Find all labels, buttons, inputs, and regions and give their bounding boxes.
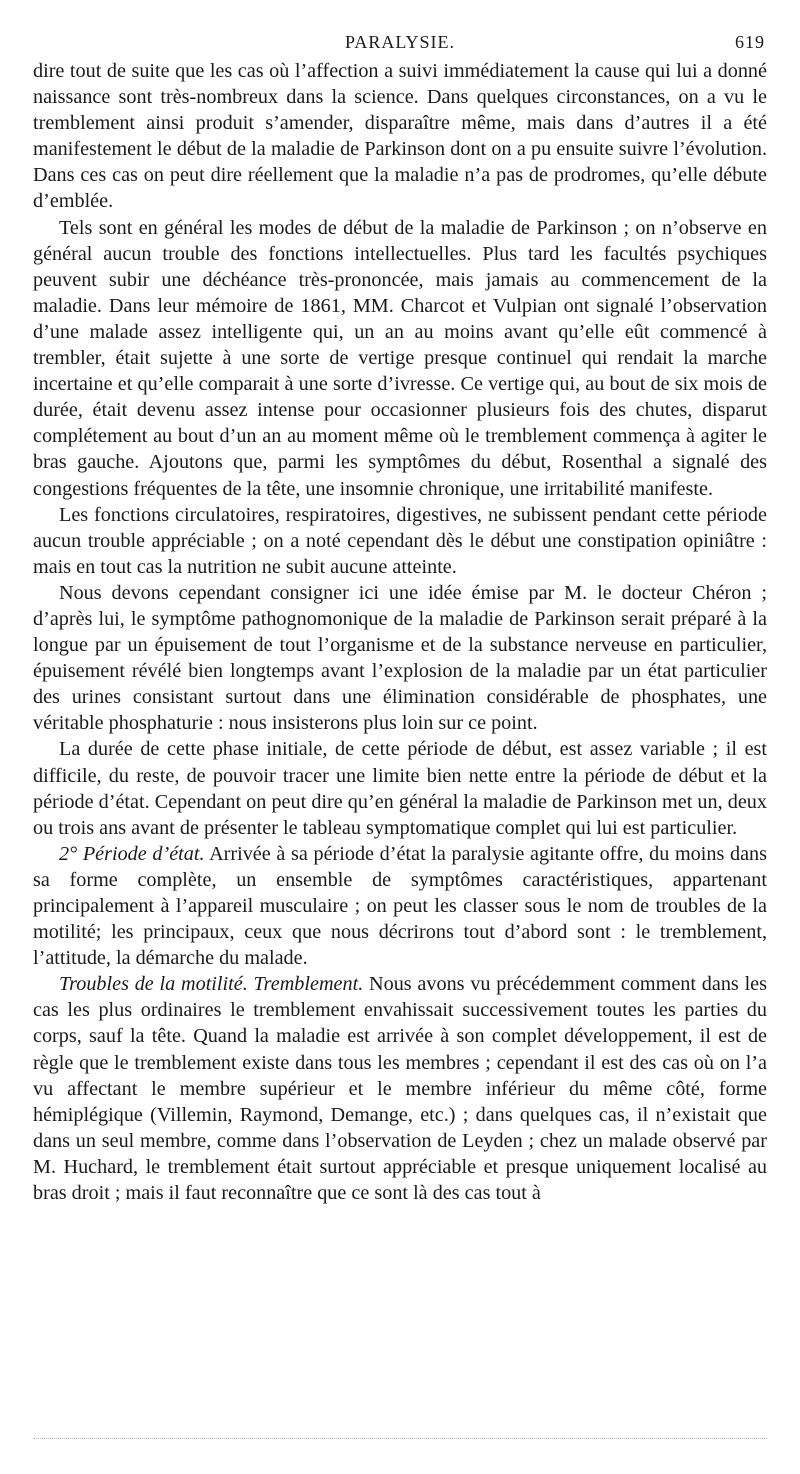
paragraph-7-text: Nous avons vu précédemment comment dans les cas les plus ordinaires le tremblement envahissait successivement toutes les parties du corps, sauf la tête. Quand la maladie est arrivée à son complet développement, il est de règle que le tremblement existe dans tous les membres ; cependant il est des cas où on l’a vu affectant le membre supérieur et le membre inférieur du même côté, forme hémiplégique (Villemin, Raymond, Demange, etc.) ; dans quelques cas, il n’existait que dans un seul membre, comme dans l’observation de Leyden ; chez un malade observé par M. Huchard, le tremblement était surtout appréciable et presque uniquement localisé au bras droit ; mais il faut reconnaître que ce sont là des cas tout à xyxy=(33,973,767,1205)
page-number: 619 xyxy=(735,32,765,52)
running-title: PARALYSIE. xyxy=(344,32,456,52)
paragraph-5: La durée de cette phase initiale, de cette période de début, est assez variable ; il est difficile, du reste, de pouvoir tracer une limite bien nette entre la période de début et la période d’état. Cependant on peut dire qu’en général la maladie de Parkinson met un, deux ou trois ans avant de présenter le tableau symptomatique complet qui lui est particulier. xyxy=(33,738,767,839)
paragraph-6-text: Arrivée à sa période d’état la paralysie agitante offre, du moins dans sa forme complète, un ensemble de symptômes caractéristiques, appartenant principalement à l’appareil musculaire ; on peut les classer sous le nom de troubles de la motilité; les principaux, ceux que nous décrirons tout d’abord sont : le tremblement, l’attitude, la démarche du malade. xyxy=(33,842,767,970)
paragraph-4: Nous devons cependant consigner ici une idée émise par M. le docteur Chéron ; d’après lui, le symptôme pathognomonique de la maladie de Parkinson serait préparé à la longue par un épuisement de tout l’organisme et de la substance nerveuse en particulier, épuisement révélé bien longtemps avant l’explosion de la maladie par un état particulier des urines consistant surtout dans une élimination considérable de phosphates, une véritable phosphaturie : nous insisterons plus loin sur ce point. xyxy=(33,581,767,735)
paragraph-7 xyxy=(33,971,767,1206)
document-page xyxy=(33,30,767,1206)
footer-dotted-rule xyxy=(33,1438,767,1439)
running-header xyxy=(33,30,767,58)
body-text xyxy=(33,58,767,1206)
section-heading-tremblement: Troubles de la motilité. Tremblement. xyxy=(59,973,364,996)
paragraph-2: Tels sont en général les modes de début de la maladie de Parkinson ; on n’observe en général aucun trouble des fonctions intellectuelles. Plus tard les facultés psychiques peuvent subir une déchéance très-prononcée, mais jamais au commencement de la maladie. Dans leur mémoire de 1861, MM. Charcot et Vulpian ont signalé l’observation d’une malade assez intelligente qui, un an au moins avant qu’elle eût commencé à trembler, était sujette à une sorte de vertige presque continuel qui rendait la marche incertaine et qu’elle comparait à une sorte d’ivresse. Ce vertige qui, au bout de six mois de durée, était devenu assez intense pour occasionner plusieurs fois des chutes, disparut complétement au bout d’un an au moment même où le tremblement commença à agiter le bras gauche. Ajoutons que, parmi les symptômes du début, Rosenthal a signalé des congestions fréquentes de la tête, une insomnie chronique, une irritabilité manifeste. xyxy=(33,216,767,500)
paragraph-3: Les fonctions circulatoires, respiratoires, digestives, ne subissent pendant cette période aucun trouble appréciable ; on a noté cependant dès le début une constipation opiniâtre : mais en tout cas la nutrition ne subit aucune atteinte. xyxy=(33,503,767,578)
paragraph-6 xyxy=(33,841,767,971)
paragraph-1: dire tout de suite que les cas où l’affection a suivi immédiatement la cause qui lui a donné naissance sont très-nombreux dans la science. Dans quelques circonstances, on a vu le tremblement ainsi produit s’amender, disparaître même, mais dans d’autres il a été manifestement le début de la maladie de Parkinson dont on a pu ensuite suivre l’évolution. Dans ces cas on peut dire réellement que la maladie n’a pas de prodromes, qu’elle débute d’emblée. xyxy=(33,60,767,213)
section-heading-periode-etat: 2° Période d’état. xyxy=(59,842,205,865)
